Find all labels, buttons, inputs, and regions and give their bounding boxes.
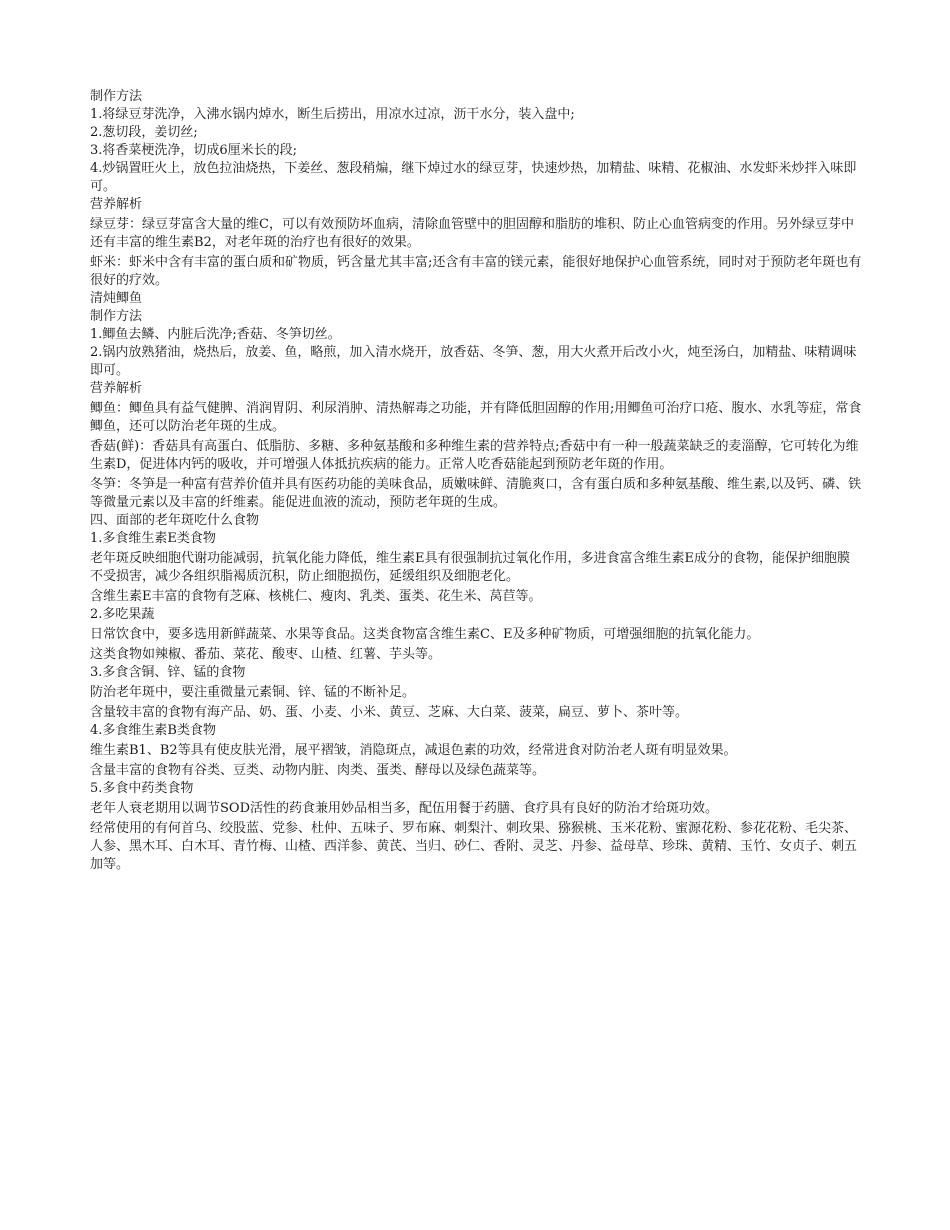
- step-item: 2.锅内放熟猪油，烧热后，放姜、鱼，略煎，加入清水烧开，放香菇、冬笋、葱，用大火煮开后改小火，炖至汤白，加精盐、味精调味即可。: [90, 345, 857, 378]
- paragraph: 含量丰富的食物有谷类、豆类、动物内脏、肉类、蛋类、酵母以及绿色蔬菜等。: [90, 763, 546, 778]
- paragraph: 冬笋：冬笋是一种富有营养价值并具有医药功能的美味食品，质嫩味鲜、清脆爽口，含有蛋白质和多种氨基酸、维生素,以及钙、磷、铁等微量元素以及丰富的纤维素。能促进血液的流动，预防老年斑的生成。: [90, 477, 862, 510]
- section-heading: 营养解析: [90, 197, 143, 212]
- recipe-title: 清炖鲫鱼: [90, 291, 143, 306]
- paragraph: 鲫鱼：鲫鱼具有益气健脾、消润胃阴、利尿消肿、清热解毒之功能，并有降低胆固醇的作用;用鲫鱼可治疗口疮、腹水、水乳等症，常食鲫鱼，还可以防治老年斑的生成。: [90, 401, 862, 434]
- paragraph: 含维生素E丰富的食物有芝麻、核桃仁、瘦肉、乳类、蛋类、花生米、莴苣等。: [90, 589, 542, 604]
- paragraph: 含量较丰富的食物有海产品、奶、蛋、小麦、小米、黄豆、芝麻、大白菜、菠菜，扁豆、萝卜、茶叶等。: [90, 705, 689, 720]
- step-item: 1.将绿豆芽洗净，入沸水锅内焯水，断生后捞出，用凉水过凉，沥干水分，装入盘中;: [90, 107, 575, 122]
- paragraph: 虾米：虾米中含有丰富的蛋白质和矿物质，钙含量尤其丰富;还含有丰富的镁元素，能很好地保护心血管系统，同时对于预防老年斑也有很好的疗效。: [90, 255, 862, 288]
- paragraph: 日常饮食中，要多选用新鲜蔬菜、水果等食品。这类食物富含维生素C、E及多种矿物质，可增强细胞的抗氧化能力。: [90, 627, 760, 642]
- paragraph: 老年人衰老期用以调节SOD活性的药食兼用妙品相当多，配伍用餐于药膳、食疗具有良好的防治才给斑功效。: [90, 801, 718, 816]
- step-item: 1.鲫鱼去鳞、内脏后洗净;香菇、冬笋切丝。: [90, 327, 341, 342]
- paragraph: 经常使用的有何首乌、绞股蓝、党参、杜仲、五味子、罗布麻、刺梨汁、刺玫果、猕猴桃、玉米花粉、蜜源花粉、参花花粉、毛尖茶、人参、黑木耳、白木耳、青竹梅、山楂、西洋参、黄芪、当归、砂仁、香附、灵芝、丹参、益母草、珍珠、黄精、玉竹、女贞子、刺五加等。: [90, 821, 858, 872]
- section-heading: 制作方法: [90, 309, 143, 324]
- paragraph: 老年斑反映细胞代谢功能减弱，抗氧化能力降低，维生素E具有很强制抗过氧化作用，多进食富含维生素E成分的食物，能保护细胞膜不受损害，减少各组织脂褐质沉积，防止细胞损伤，延缓组织及细胞老化。: [90, 551, 850, 584]
- chapter-heading: 四、面部的老年斑吃什么食物: [90, 513, 260, 528]
- list-heading: 2.多吃果蔬: [90, 607, 155, 622]
- section-heading: 营养解析: [90, 381, 143, 396]
- paragraph: 防治老年斑中，要注重微量元素铜、锌、锰的不断补足。: [90, 685, 416, 700]
- list-heading: 3.多食含铜、锌、锰的食物: [90, 665, 246, 680]
- step-item: 2.葱切段，姜切丝;: [90, 125, 198, 140]
- list-heading: 1.多食维生素E类食物: [90, 531, 216, 546]
- list-heading: 4.多食维生素B类食物: [90, 723, 216, 738]
- paragraph: 维生素B1、B2等具有使皮肤光滑，展平褶皱，消隐斑点，减退色素的功效，经常进食对防治老人斑有明显效果。: [90, 743, 737, 758]
- section-heading: 制作方法: [90, 89, 143, 104]
- document-page: [90, 88, 862, 874]
- paragraph: 绿豆芽：绿豆芽富含大量的维C，可以有效预防坏血病，清除血管壁中的胆固醇和脂肪的堆积、防止心血管病变的作用。另外绿豆芽中还有丰富的维生素B2，对老年斑的治疗也有很好的效果。: [90, 217, 854, 250]
- step-item: 4.炒锅置旺火上，放色拉油烧热，下姜丝、葱段稍煸，继下焯过水的绿豆芽，快速炒热，加精盐、味精、花椒油、水发虾米炒拌入味即可。: [90, 161, 857, 194]
- step-item: 3.将香菜梗洗净，切成6厘米长的段;: [90, 143, 298, 158]
- list-heading: 5.多食中药类食物: [90, 781, 194, 796]
- paragraph: 香菇(鲜)：香菇具有高蛋白、低脂肪、多糖、多种氨基酸和多种维生素的营养特点;香菇中有一种一般蔬菜缺乏的麦淄醇，它可转化为维生素D，促进体内钙的吸收，并可增强人体抵抗疾病的能力。正常人吃香菇能起到预防老年斑的作用。: [90, 439, 859, 472]
- paragraph: 这类食物如辣椒、番茄、菜花、酸枣、山楂、红薯、芋头等。: [90, 647, 442, 662]
